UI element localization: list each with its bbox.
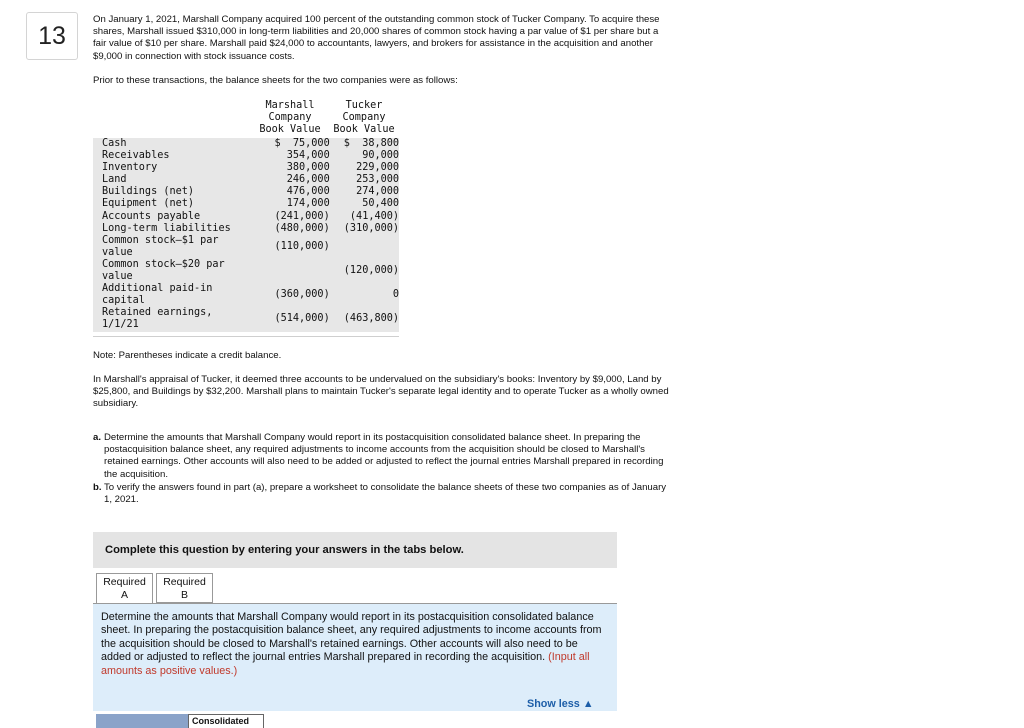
table-row — [93, 235, 399, 259]
tucker-value: (120,000) — [343, 264, 399, 276]
row-label: Accounts payable — [102, 210, 201, 222]
tab-required-a[interactable]: Required A — [96, 573, 153, 603]
instructions-banner: Complete this question by entering your answers in the tabs below. — [93, 532, 617, 568]
tucker-value: 229,000 — [356, 162, 399, 174]
marshall-value: 174,000 — [286, 198, 330, 210]
panel-hint: (Input all amounts as positive values.) — [101, 651, 590, 677]
marshall-value: (241,000) — [274, 210, 330, 222]
marshall-value: 476,000 — [286, 186, 330, 198]
question-intro: On January 1, 2021, Marshall Company acquired 100 percent of the outstanding common stock of Tucker Company. To acquire these shares, Marshall issued $310,000 in long-term liabilities and 20,000 shares of common stock having a par value of $1 per share but a fair value of $10 per share. Marshall paid $24,000 to accountants, lawyers, and brokers for assistance in the acquisition and another $9,000 in connection with stock issuance costs. — [93, 14, 660, 62]
row-label: Land — [102, 174, 127, 186]
tucker-value: 90,000 — [362, 150, 399, 162]
row-label: Common stock—$20 par value — [102, 258, 225, 283]
show-less-link[interactable]: Show less ▲ — [527, 698, 594, 710]
table-row — [93, 174, 399, 186]
table-row — [93, 186, 399, 198]
tucker-value: 0 — [392, 289, 399, 301]
tucker-value: 274,000 — [356, 186, 399, 198]
task-item-b: b. To verify the answers found in part (a), prepare a worksheet to consolidate the balance sheets of these two companies as of January 1, 2021. — [93, 481, 667, 506]
triangle-up-icon: ▲ — [582, 698, 594, 710]
table-row — [93, 307, 399, 331]
tucker-value: 253,000 — [356, 174, 399, 186]
table-header — [93, 100, 399, 138]
row-label: Receivables — [102, 150, 170, 162]
table-row — [93, 150, 399, 162]
appraisal-text: In Marshall's appraisal of Tucker, it deemed three accounts to be undervalued on the subsidiary's books: Inventory by $9,000, Land by $25,800, and Buildings by $32,200. Marshall plans to maintain Tucker's separate legal identity and to operate Tucker as a wholly owned subsidiary. — [93, 374, 669, 410]
row-label: Inventory — [102, 162, 158, 174]
tucker-value: (463,800) — [343, 313, 399, 325]
table-footer-rule — [93, 332, 399, 337]
row-label: Buildings (net) — [102, 186, 195, 198]
table-row — [93, 211, 399, 223]
row-label: Additional paid-in capital — [102, 283, 213, 307]
tucker-value: $ 38,800 — [343, 138, 399, 149]
table-row — [93, 223, 399, 235]
tab-panel-required-a — [93, 603, 617, 711]
answer-table-header-blank — [96, 714, 188, 728]
table-body — [93, 138, 399, 332]
panel-instructions: Determine the amounts that Marshall Company would report in its postacquisition consolidated balance sheet. In preparing the postacquisition balance sheet, any required adjustments to income accounts from the acquisition should be closed to Marshall's retained earnings. Other accounts will also need to be added or adjusted to reflect the journal entries Marshall prepared in recording the acquisition. — [101, 611, 602, 664]
marshall-value: 246,000 — [286, 174, 330, 186]
marshall-value: 380,000 — [286, 162, 330, 174]
row-label: Retained earnings, 1/1/21 — [102, 307, 213, 331]
table-row — [93, 138, 399, 150]
table-row — [93, 259, 399, 283]
answer-table-header-consolidated: Consolidated — [188, 714, 264, 728]
table-row — [93, 162, 399, 174]
table-row — [93, 283, 399, 307]
row-label: Cash — [102, 138, 127, 149]
row-label: Long-term liabilities — [102, 222, 231, 234]
marshall-value: (360,000) — [274, 289, 330, 301]
prior-text: Prior to these transactions, the balance sheets for the two companies were as follows: — [93, 75, 458, 86]
balance-sheet-table — [93, 100, 399, 337]
table-row — [93, 198, 399, 210]
tucker-column-header: Tucker Company Book Value — [333, 100, 395, 136]
marshall-value: 354,000 — [286, 150, 330, 162]
marshall-value: (110,000) — [274, 240, 330, 252]
marshall-value: (480,000) — [274, 222, 330, 234]
marshall-value: $ 75,000 — [274, 138, 330, 149]
row-label: Equipment (net) — [102, 198, 195, 210]
tucker-value: (310,000) — [343, 222, 399, 234]
tucker-value: (41,400) — [349, 210, 399, 222]
task-item-a: a. Determine the amounts that Marshall Company would report in its postacquisition consolidated balance sheet. In preparing the postacquisition balance sheet, any required adjustments to income accounts from the acquisition should be closed to Marshall's retained earnings. Other accounts will also need to be added or adjusted to reflect the journal entries Marshall prepared in recording the acquisition. — [93, 432, 664, 480]
question-number: 13 — [26, 12, 78, 60]
row-label: Common stock—$1 par value — [102, 234, 219, 258]
note-text: Note: Parentheses indicate a credit balance. — [93, 350, 282, 361]
marshall-column-header: Marshall Company Book Value — [259, 100, 321, 136]
tab-required-b[interactable]: Required B — [156, 573, 213, 603]
task-list — [93, 432, 673, 507]
marshall-value: (514,000) — [274, 313, 330, 325]
tucker-value: 50,400 — [362, 198, 399, 210]
